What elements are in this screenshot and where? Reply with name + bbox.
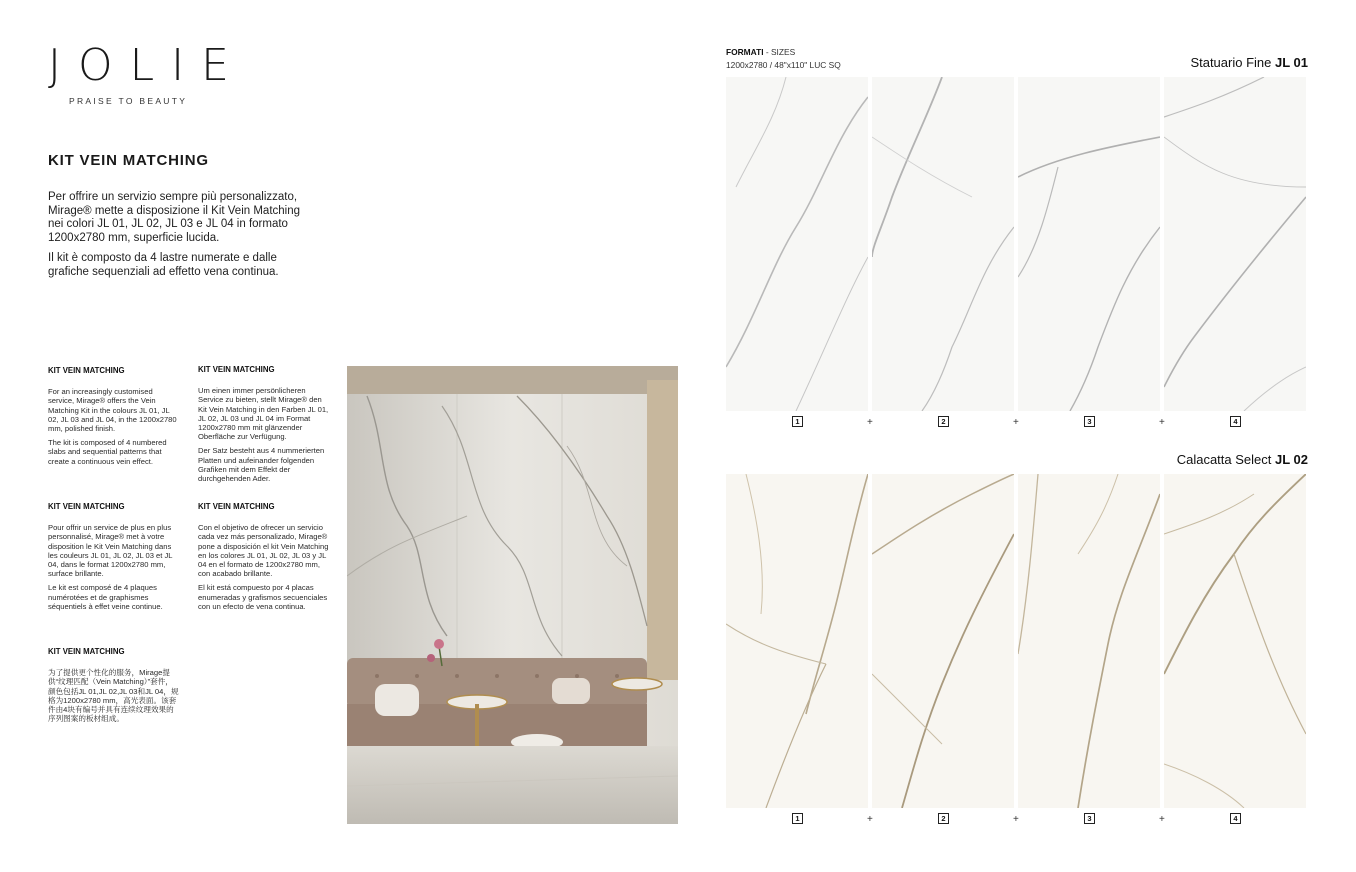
plus-sign: + <box>1013 417 1019 428</box>
logo-tagline: PRAISE TO BEAUTY <box>69 96 188 106</box>
formats-sublabel: - SIZES <box>763 47 796 57</box>
translation-heading: KIT VEIN MATCHING <box>48 366 125 375</box>
intro-paragraph: Per offrire un servizio sempre più personalizzato, Mirage® mette a disposizione il Kit Vein Matching nei colori JL 01, JL 02, JL 03 e JL 04 in formato 1200x2780 mm, superficie lucida. <box>48 191 301 244</box>
intro-paragraph: Il kit è composto da 4 lastre numerate e dalle grafiche sequenziali ad effetto vena continua. <box>48 252 279 278</box>
translation-paragraph: The kit is composed of 4 numbered slabs and sequential patterns that create a continuous vein effect. <box>48 438 167 466</box>
translation-chinese <box>48 647 180 728</box>
translation-paragraph: 为了提供更个性化的服务，Mirage提供“纹理匹配（Vein Matching）”套件，颜色包括JL 01,JL 02,JL 03和JL 04，规格为1200x2780 mm，高光表面。该套件由4块有编号并具有连续纹理效果的序列图案的板材组成。 <box>48 668 179 724</box>
formats-size: 1200x2780 / 48"x110" LUC SQ <box>726 59 841 70</box>
translation-german <box>198 365 330 488</box>
slab-number: 3 <box>1084 813 1095 824</box>
plus-sign: + <box>867 417 873 428</box>
formats-label: FORMATI <box>726 47 764 57</box>
plus-sign: + <box>1159 417 1165 428</box>
translation-heading: KIT VEIN MATCHING <box>48 502 125 511</box>
slab-number: 2 <box>938 813 949 824</box>
series-title-jl01 <box>1190 55 1308 70</box>
plus-sign: + <box>1159 814 1165 825</box>
series-code: JL 02 <box>1274 452 1308 467</box>
slab-jl02-2 <box>872 474 1014 808</box>
series-code: JL 01 <box>1274 55 1308 70</box>
series-name: Calacatta Select <box>1176 452 1275 467</box>
slab-number: 1 <box>792 813 803 824</box>
slab-jl02-1 <box>726 474 868 808</box>
page-title: KIT VEIN MATCHING <box>48 152 209 169</box>
slab-jl01-2 <box>872 77 1014 411</box>
translation-heading: KIT VEIN MATCHING <box>198 365 275 374</box>
translation-french <box>48 502 180 616</box>
slab-number: 4 <box>1230 813 1241 824</box>
translation-english <box>48 366 180 471</box>
translation-paragraph: Der Satz besteht aus 4 nummerierten Platten und aufeinander folgenden Grafiken mit dem Effekt der durchgehenden Ader. <box>198 446 325 484</box>
plus-sign: + <box>1013 814 1019 825</box>
series-name: Statuario Fine <box>1190 55 1275 70</box>
translation-paragraph: For an increasingly customised service, Mirage® offers the Vein Matching Kit in the colours JL 01, JL 02, JL 03 and JL 04, in the 1200x2780 mm, polished finish. <box>48 387 177 434</box>
translation-spanish <box>198 502 330 616</box>
slab-number: 3 <box>1084 416 1095 427</box>
slab-jl02-4 <box>1164 474 1306 808</box>
series-title-jl02 <box>1177 452 1308 467</box>
slab-number: 4 <box>1230 416 1241 427</box>
slab-jl01-3 <box>1018 77 1160 411</box>
interior-photo <box>347 366 678 824</box>
slab-jl02-3 <box>1018 474 1160 808</box>
translation-paragraph: Um einen immer persönlicheren Service zu bieten, stellt Mirage® den Kit Vein Matching in den Farben JL 01, JL 02, JL 03 und JL 04 im Format 1200x2780 mm mit glänzender Oberfläche zur Verfügung. <box>198 386 329 442</box>
brand-logo <box>48 40 246 106</box>
plus-sign: + <box>867 814 873 825</box>
translation-heading: KIT VEIN MATCHING <box>48 647 125 656</box>
translation-heading: KIT VEIN MATCHING <box>198 502 275 511</box>
translation-paragraph: Pour offrir un service de plus en plus personnalisé, Mirage® met à votre disposition le Kit Vein Matching dans les couleurs JL 01, JL 02, JL 03 et JL 04, dans le format 1200x2780 mm, surface brillante. <box>48 523 173 579</box>
slab-number: 2 <box>938 416 949 427</box>
logo-wordmark: JOLIE <box>48 40 246 91</box>
slab-number: 1 <box>792 416 803 427</box>
slab-jl01-4 <box>1164 77 1306 411</box>
translation-paragraph: Con el objetivo de ofrecer un servicio cada vez más personalizado, Mirage® pone a disposición el kit Vein Matching en los colores JL 01, JL 02, JL 03 y JL 04 en el formato de 1200x2780 mm, con acabado brillante. <box>198 523 329 579</box>
slab-jl01-1 <box>726 77 868 411</box>
formats-info <box>726 46 841 71</box>
translation-paragraph: Le kit est composé de 4 plaques numérotées et de graphismes séquentiels à effet veine continue. <box>48 583 163 611</box>
translation-paragraph: El kit está compuesto por 4 placas enumeradas y grafismos secuenciales con un efecto de vena continua. <box>198 583 328 611</box>
intro-text <box>48 191 318 287</box>
